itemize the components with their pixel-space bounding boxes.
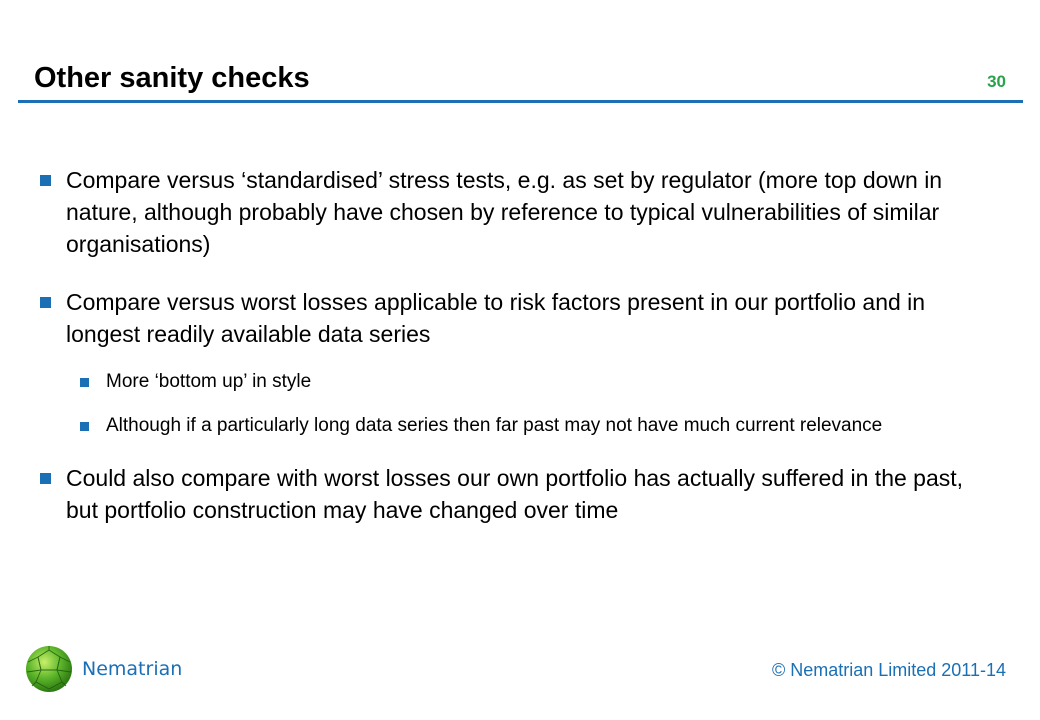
square-bullet-icon <box>80 422 89 431</box>
copyright-notice: © Nematrian Limited 2011-14 <box>771 660 1006 680</box>
bullet-text: Compare versus ‘standardised’ stress tests, e.g. as set by regulator (more top down in nature, although probably have chosen by reference to typical vulnerabilities of similar organisations) <box>66 167 943 257</box>
sub-bullet-text: Although if a particularly long data series then far past may not have much current relevance <box>106 415 883 436</box>
square-bullet-icon <box>40 473 51 484</box>
slide-number: 30 <box>987 72 1006 91</box>
square-bullet-icon <box>40 175 51 186</box>
brand-name: Nematrian <box>82 658 183 680</box>
sub-bullet-item <box>36 412 996 440</box>
bullet-item <box>36 164 996 260</box>
sub-bullet-text: More ‘bottom up’ in style <box>106 371 312 392</box>
square-bullet-icon <box>40 297 51 308</box>
sub-bullet-item <box>36 368 996 396</box>
bullet-text: Compare versus worst losses applicable to risk factors present in our portfolio and in longest readily available data series <box>66 289 926 347</box>
bullet-item <box>36 286 996 350</box>
green-geodesic-sphere-icon <box>24 644 74 694</box>
title-divider <box>18 100 1023 103</box>
slide-content <box>36 164 996 552</box>
bullet-item <box>36 462 996 526</box>
bullet-text: Could also compare with worst losses our own portfolio has actually suffered in the past, but portfolio construction may have changed over time <box>66 465 964 523</box>
square-bullet-icon <box>80 378 89 387</box>
slide-title: Other sanity checks <box>34 62 310 94</box>
